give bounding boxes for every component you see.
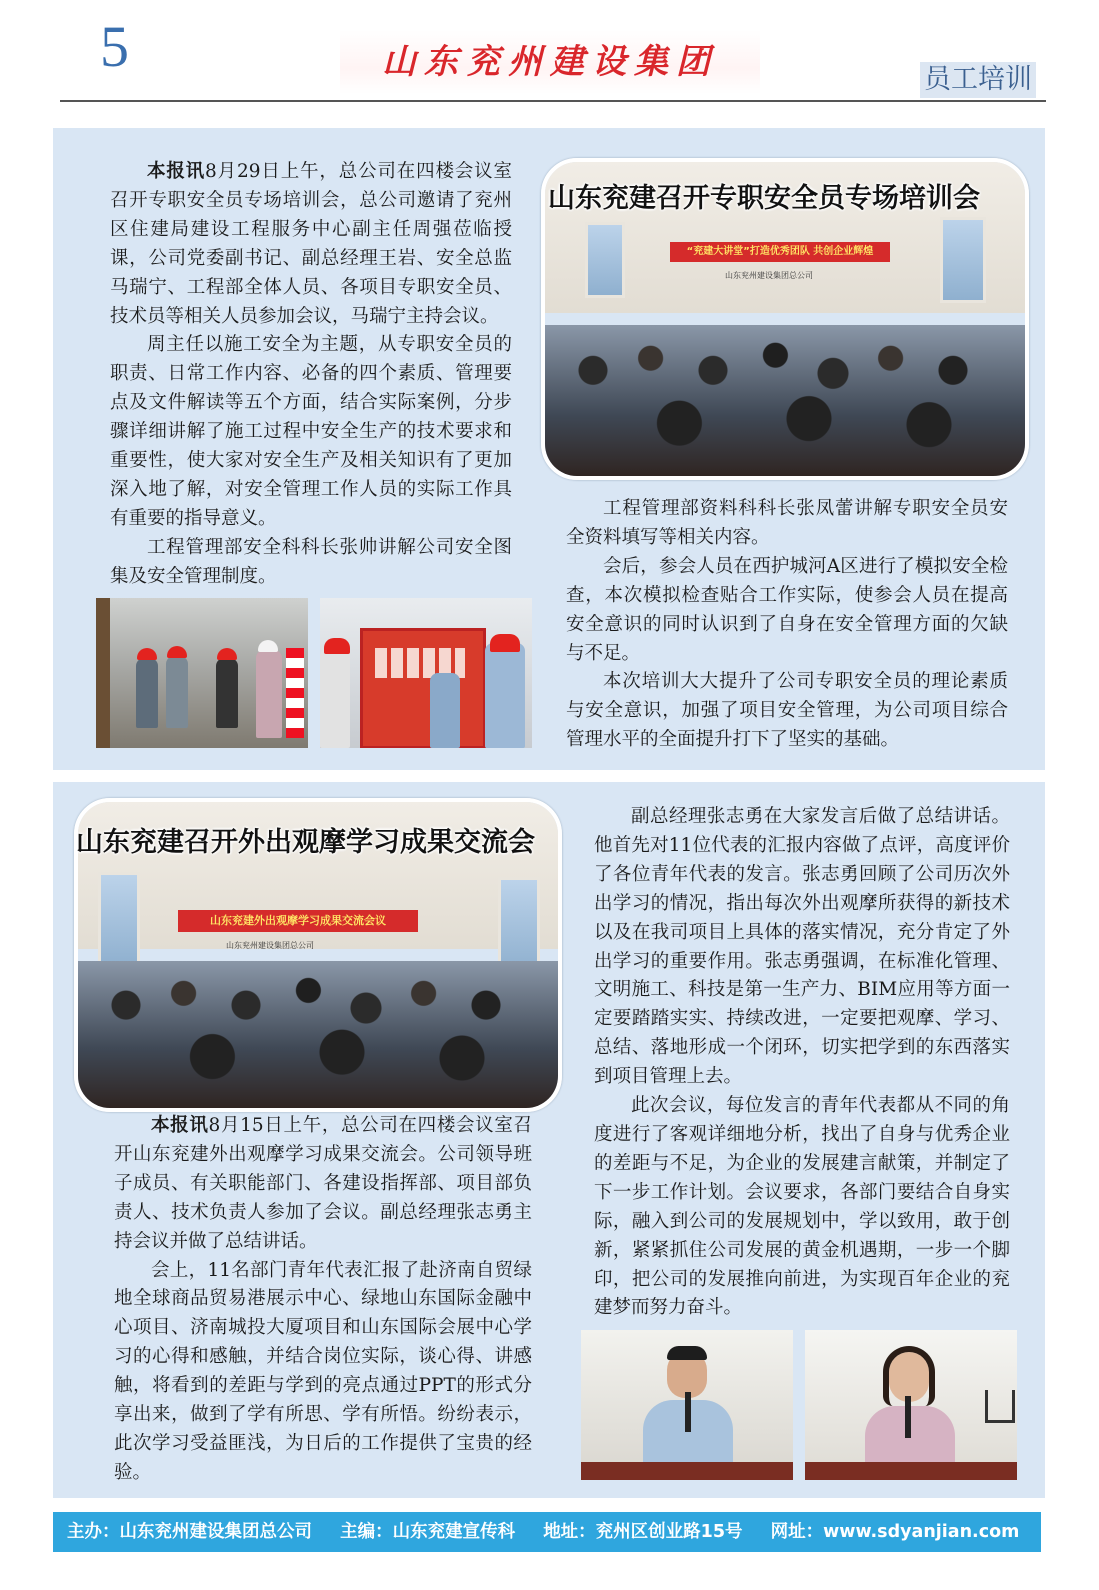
article2-right-text (594, 803, 1010, 1323)
footer-editor: 主编：山东兖建宣传科 (340, 1522, 516, 1542)
article1-left-text (110, 158, 512, 592)
article1-para-4: 工程管理部资料科科长张凤蕾讲解专职安全员安全资料填写等相关内容。 (566, 498, 1008, 548)
header-rule (60, 100, 1046, 102)
article1-photo-title: 山东兖建召开专职安全员专场培训会 (548, 183, 980, 214)
article2-wall-sign: 山东兖州建设集团总公司 (226, 941, 314, 950)
footer-address: 地址：兖州区创业路15号 (543, 1522, 743, 1542)
article1-para-1-text: 8月29日上午，总公司在四楼会议室召开专职安全员专场培训会，总公司邀请了兖州区住建局建设工程服务中心副主任周强莅临授课，公司党委副书记、副总经理王岩、安全总监马瑞宁、工程部全体人员、各项目专职安全员、技术员等相关人员参加会议，马瑞宁主持会议。 (110, 161, 512, 327)
article1-right-text (566, 495, 1008, 755)
article1-para-5: 会后，参会人员在西护城河A区进行了模拟安全检查，本次模拟检查贴合工作实际，使参会人员在提高安全意识的同时认识到了自身在安全管理方面的欠缺与不足。 (566, 555, 1008, 664)
article2-para-3: 副总经理张志勇在大家发言后做了总结讲话。他首先对11位代表的汇报内容做了点评，高度评价了各位青年代表的发言。张志勇回顾了公司历次外出学习的情况，指出每次外出观摩所获得的新技术以及在我司项目上具体的落实情况，充分肯定了外出学习的重要作用。张志勇强调，在标准化管理、文明施工、科技是第一生产力、BIM应用等方面一定要踏踏实实、持续改进，一定要把观摩、学习、总结、落地形成一个闭环，切实把学到的东西落实到项目管理上去。 (594, 806, 1010, 1088)
article1-para-1 (110, 158, 512, 331)
article1-para-2: 周主任以施工安全为主题，从专职安全员的职责、日常工作内容、必备的四个素质、管理要点及文件解读等五个方面，结合实际案例，分步骤详细讲解了施工过程中安全生产的技术要求和重要性，使大家对安全生产及相关知识有了更加深入地了解，对安全管理工作人员的实际工作具有重要的指导意义。 (110, 334, 512, 529)
article1-site-photo-1 (96, 598, 308, 748)
article2-para-2: 会上，11名部门青年代表汇报了赴济南自贸绿地全球商品贸易港展示中心、绿地山东国际金融中心项目、济南城投大厦项目和山东国际会展中心学习的心得和感触，并结合岗位实际，谈心得、讲感触，将看到的差距与学到的亮点通过PPT的形式分享出来，做到了学有所思、学有所悟。纷纷表示，此次学习受益匪浅，为日后的工作提供了宝贵的经验。 (114, 1259, 532, 1483)
section-tag: 员工培训 (920, 62, 1036, 98)
article1-para-3: 工程管理部安全科科长张帅讲解公司安全图集及安全管理制度。 (110, 536, 512, 587)
article2-para-4: 此次会议，每位发言的青年代表都从不同的角度进行了客观详细地分析，找出了自身与优秀企业的差距与不足，为企业的发展建言献策，并制定了下一步工作计划。会议要求，各部门要结合自身实际，融入到公司的发展规划中，学以致用，敢于创新，紧紧抓住公司发展的黄金机遇期，一步一个脚印，把公司的发展推向前进，为实现百年企业的兖建梦而努力奋斗。 (594, 1095, 1010, 1319)
footer-host: 主办：山东兖州建设集团总公司 (67, 1522, 312, 1542)
page-number: 5 (100, 14, 129, 79)
article1-para-6: 本次培训大大提升了公司专职安全员的理论素质与安全意识，加强了项目安全管理，为公司项目综合管理水平的全面提升打下了坚实的基础。 (566, 671, 1008, 751)
article2-para-1-text: 8月15日上午，总公司在四楼会议室召开山东兖建外出观摩学习成果交流会。公司领导班子成员、有关职能部门、各建设指挥部、项目部负责人、技术负责人参加了会议。副总经理张志勇主持会议并做了总结讲话。 (114, 1115, 532, 1252)
article1-site-photo-2 (320, 598, 532, 748)
article1-lead: 本报讯 (147, 161, 206, 182)
article2-speaker-photo-1 (581, 1330, 793, 1480)
article2-para-1 (114, 1112, 532, 1257)
article2-lead: 本报讯 (151, 1115, 209, 1136)
article2-speaker-photo-2 (805, 1330, 1017, 1480)
section-divider (53, 774, 1045, 777)
article2-photo-title: 山东兖建召开外出观摩学习成果交流会 (76, 827, 535, 858)
footer-website[interactable]: 网址：www.sdyanjian.com (770, 1522, 1020, 1542)
article2-left-text (114, 1112, 532, 1488)
article1-wall-sign: 山东兖州建设集团总公司 (725, 271, 813, 280)
article2-photo-banner: 山东兖建外出观摩学习成果交流会议 (178, 910, 418, 932)
masthead-logo (340, 30, 760, 94)
footer-bar (53, 1512, 1041, 1552)
masthead-text: 山东兖州建设集团 (382, 42, 718, 82)
article1-photo-banner: “兖建大讲堂”打造优秀团队 共创企业辉煌 (670, 242, 890, 262)
